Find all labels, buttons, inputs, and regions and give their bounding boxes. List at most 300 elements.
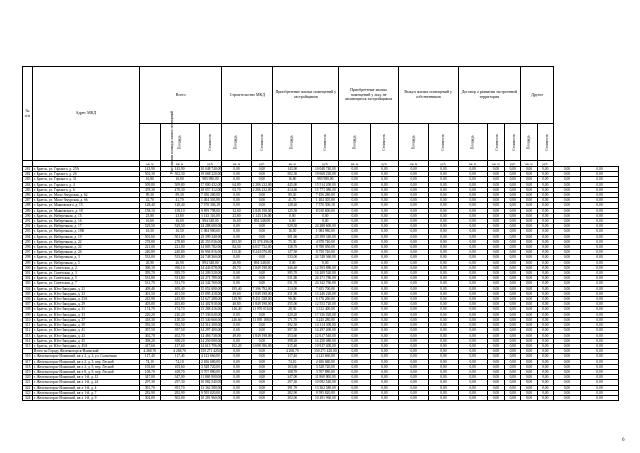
- table-cell: 0,00: [521, 286, 537, 291]
- table-cell: 0,00: [251, 390, 273, 395]
- table-cell: 0,00: [458, 354, 487, 359]
- table-cell: 0,00: [537, 203, 553, 208]
- table-cell: 246,60: [222, 317, 251, 322]
- table-cell: 302,00: [273, 395, 312, 400]
- table-cell: 0,00: [251, 229, 273, 234]
- table-cell: 0,00: [222, 255, 251, 260]
- table-cell: 0,00: [339, 182, 370, 187]
- table-cell: 7 396 792,00: [252, 286, 272, 291]
- table-cell: 0,00: [398, 198, 428, 203]
- table-cell: 0,00: [370, 234, 398, 239]
- table-cell: 0,00: [553, 177, 580, 182]
- table-cell: 41,70: [140, 198, 161, 203]
- table-cell: 0,00: [339, 317, 370, 322]
- table-cell: 0,00: [553, 224, 580, 229]
- sub-header: Стоимость: [505, 124, 521, 161]
- table-cell: 401,50: [140, 291, 161, 296]
- table-cell: 17 800 432,00: [200, 182, 222, 187]
- table-cell: 0,00: [398, 359, 428, 364]
- table-cell: 0,00: [537, 364, 553, 369]
- table-cell: 221,00: [140, 245, 161, 250]
- table-cell: 2 656 680,00: [312, 359, 339, 364]
- unit-cell: руб.: [199, 161, 222, 167]
- table-cell: 0,00: [505, 323, 521, 328]
- table-cell: 0,00: [537, 343, 553, 348]
- table-cell: 894 348,00: [199, 260, 222, 265]
- table-cell: 0,00: [429, 338, 458, 343]
- table-cell: 16,60: [222, 219, 251, 224]
- table-cell: 220,20: [273, 312, 312, 317]
- table-cell: 351,90: [273, 291, 312, 296]
- table-cell: 125,50: [273, 208, 312, 213]
- table-cell: 298: [23, 255, 33, 260]
- table-cell: 0,00: [537, 172, 553, 177]
- table-cell: 0,00: [580, 219, 618, 224]
- table-cell: 0,00: [537, 349, 553, 354]
- table-cell: 0,00: [580, 380, 618, 385]
- table-cell: 278,80: [160, 239, 199, 244]
- table-cell: 478,30: [140, 187, 161, 192]
- table-cell: 0,00: [487, 198, 504, 203]
- table-cell: 4 123 660,00: [312, 354, 339, 359]
- table-cell: 395,70: [140, 271, 161, 276]
- table-cell: 0,00: [251, 281, 273, 286]
- table-cell: 0,00: [339, 265, 370, 270]
- table-cell: 64,80: [222, 182, 251, 187]
- table-cell: 0,00: [339, 193, 370, 198]
- table-cell: 0,00: [487, 234, 504, 239]
- table-cell: 0,00: [505, 271, 521, 276]
- table-cell: 278,80: [140, 239, 161, 244]
- table-cell: 9 859 798,00: [201, 208, 220, 213]
- table-cell: 0,00: [580, 198, 618, 203]
- table-cell: 0,00: [580, 354, 618, 359]
- table-cell: 0,00: [505, 245, 521, 250]
- table-cell: 0,00: [553, 219, 580, 224]
- table-cell: 0,00: [487, 167, 504, 172]
- table-cell: 0,00: [487, 349, 504, 354]
- table-cell: 0,00: [553, 375, 580, 380]
- table-cell: 0,00: [458, 380, 487, 385]
- table-cell: 0,00: [429, 219, 458, 224]
- table-cell: 0,00: [429, 395, 458, 400]
- table-cell: 10 082 540,00: [200, 380, 222, 385]
- table-cell: 533,00: [273, 255, 312, 260]
- table-cell: 0,00: [312, 260, 339, 265]
- table-cell: 0,00: [429, 349, 458, 354]
- table-cell: 0,00: [487, 380, 504, 385]
- table-cell: 0,00: [537, 271, 553, 276]
- table-cell: 16,50: [273, 229, 312, 234]
- table-cell: 0,00: [429, 265, 458, 270]
- table-cell: 0,00: [222, 312, 251, 317]
- table-cell: 0,00: [537, 359, 553, 364]
- table-cell: 0,00: [370, 338, 398, 343]
- table-cell: 0,00: [580, 229, 618, 234]
- table-cell: 392,50: [273, 323, 312, 328]
- table-cell: 0,00: [521, 281, 537, 286]
- table-cell: 0,00: [580, 312, 618, 317]
- sub-header: Стоимость: [487, 124, 504, 161]
- table-cell: 0,00: [458, 312, 487, 317]
- table-cell: 19 668 220,00: [200, 172, 222, 177]
- table-cell: 0,00: [458, 229, 487, 234]
- table-cell: г. Братск, ул. Набережная, д. 18В: [32, 229, 139, 234]
- table-cell: 14 297 400,00: [312, 328, 339, 333]
- table-cell: 0,00: [458, 255, 487, 260]
- table-cell: 0,00: [429, 323, 458, 328]
- table-cell: 0,00: [505, 187, 521, 192]
- table-cell: 0,00: [487, 208, 504, 213]
- table-cell: 127,50: [273, 250, 312, 255]
- table-cell: 11 869 900,00: [312, 375, 339, 380]
- table-cell: 0,00: [580, 297, 618, 302]
- table-cell: 221,00: [160, 245, 199, 250]
- unit-cell: кв. м: [458, 161, 487, 167]
- table-cell: 63,70: [222, 187, 251, 192]
- table-cell: 0,00: [537, 265, 553, 270]
- table-cell: 0,00: [398, 302, 428, 307]
- table-cell: 0,00: [553, 395, 580, 400]
- table-cell: 0,00: [398, 250, 428, 255]
- table-cell: 0,00: [537, 328, 553, 333]
- table-cell: 0,00: [429, 224, 458, 229]
- table-cell: 894 348,00: [251, 219, 273, 224]
- table-cell: 0,00: [370, 213, 398, 218]
- table-cell: 0,00: [339, 312, 370, 317]
- report-sheet: [22, 66, 619, 401]
- table-cell: 0,00: [505, 338, 521, 343]
- table-cell: 0,00: [521, 291, 537, 296]
- table-cell: 0,00: [487, 260, 504, 265]
- table-cell: 0,00: [429, 297, 458, 302]
- table-cell: 14 297 400,00: [200, 328, 222, 333]
- table-cell: 23,80: [140, 213, 161, 218]
- table-cell: 10 048 740,00: [312, 167, 339, 172]
- table-cell: 0,00: [458, 265, 487, 270]
- table-cell: 0,00: [521, 349, 537, 354]
- table-cell: 297,30: [140, 380, 161, 385]
- table-cell: 0,00: [505, 312, 521, 317]
- table-cell: 8 788 050,00: [312, 245, 339, 250]
- table-cell: г. Железногорск-Илимский, кв-л 1-й, д. 9: [32, 395, 139, 400]
- table-cell: 0,00: [370, 369, 398, 374]
- table-cell: 0,00: [580, 224, 618, 229]
- sub-header: Площадь: [273, 124, 312, 161]
- table-cell: 0,00: [580, 187, 618, 192]
- table-cell: 12 593 880,00: [312, 265, 339, 270]
- table-cell: 0,00: [398, 187, 428, 192]
- sub-header: Площадь: [339, 124, 370, 161]
- table-cell: 74,10: [273, 359, 312, 364]
- table-cell: 0,00: [398, 375, 428, 380]
- table-cell: 0,00: [370, 265, 398, 270]
- table-cell: 7 456 280,00: [312, 193, 339, 198]
- table-cell: 102,20: [222, 343, 251, 348]
- table-cell: 0,00: [458, 198, 487, 203]
- table-cell: 0,00: [580, 245, 618, 250]
- table-cell: 0,00: [580, 317, 618, 322]
- table-cell: 306: [23, 297, 33, 302]
- table-cell: 301: [23, 271, 33, 276]
- table-row: [23, 354, 619, 359]
- table-cell: 0,00: [580, 172, 618, 177]
- table-cell: 0,00: [487, 172, 504, 177]
- table-cell: 0,00: [553, 193, 580, 198]
- table-cell: 0,00: [398, 208, 428, 213]
- table-cell: 4 978 740,00: [312, 239, 339, 244]
- table-cell: 0,00: [580, 177, 618, 182]
- table-cell: 531,70: [273, 281, 312, 286]
- table-cell: 24 342 760,00: [312, 281, 339, 286]
- table-cell: 0,00: [537, 276, 553, 281]
- table-cell: 0,00: [222, 198, 251, 203]
- unit-cell: кв. м: [222, 161, 251, 167]
- table-cell: 0,00: [521, 385, 537, 390]
- table-cell: 0,00: [580, 338, 618, 343]
- table-cell: 0,00: [273, 260, 312, 265]
- table-cell: 0,00: [505, 364, 521, 369]
- table-cell: 0,00: [580, 203, 618, 208]
- table-cell: 0,00: [370, 229, 398, 234]
- table-cell: 0,00: [553, 260, 580, 265]
- table-cell: 0,00: [398, 307, 428, 312]
- table-cell: 23,80: [222, 213, 251, 218]
- table-cell: 398,20: [140, 338, 161, 343]
- table-cell: 0,00: [251, 271, 273, 276]
- table-cell: 501,60: [140, 234, 161, 239]
- table-cell: 0,00: [251, 255, 273, 260]
- table-cell: 24 288 600,00: [200, 224, 222, 229]
- sub-header: Стоимость: [312, 124, 339, 161]
- table-cell: 8 750 740,00: [312, 250, 339, 255]
- table-cell: 347,00: [273, 375, 312, 380]
- table-cell: 16,60: [160, 219, 199, 224]
- table-cell: 315,40: [273, 343, 312, 348]
- table-cell: 103,60: [273, 364, 312, 369]
- table-cell: 0,00: [487, 338, 504, 343]
- table-cell: 295: [23, 239, 33, 244]
- table-cell: 292: [23, 224, 33, 229]
- table-cell: 0,00: [521, 250, 537, 255]
- table-cell: 108,70: [160, 369, 199, 374]
- table-cell: 0,00: [458, 328, 487, 333]
- table-cell: 0,00: [580, 328, 618, 333]
- table-cell: 0,00: [537, 390, 553, 395]
- table-cell: 0,00: [553, 297, 580, 302]
- table-cell: 143,90: [273, 167, 312, 172]
- table-cell: 0,00: [251, 172, 273, 177]
- table-cell: 7 655 700,00: [312, 286, 339, 291]
- table-cell: 15 376 296,00: [252, 239, 274, 244]
- table-cell: 0,00: [521, 302, 537, 307]
- table-cell: 0,00: [429, 369, 458, 374]
- table-cell: 0,00: [339, 380, 370, 385]
- table-cell: 0,00: [505, 203, 521, 208]
- table-cell: г. Братск, ул. Советская, д. 2: [32, 265, 139, 270]
- table-cell: 1 084 980,00: [312, 229, 339, 234]
- table-cell: 0,00: [339, 271, 370, 276]
- table-cell: 309: [23, 312, 33, 317]
- table-cell: 14 314 300,00: [312, 323, 339, 328]
- table-cell: 103,60: [140, 364, 161, 369]
- table-cell: 0,00: [505, 369, 521, 374]
- table-cell: 414,60: [273, 187, 312, 192]
- table-cell: 0,00: [487, 369, 504, 374]
- table-cell: 0,00: [553, 208, 580, 213]
- table-cell: 0,00: [458, 172, 487, 177]
- table-cell: 0,00: [222, 193, 251, 198]
- sub-header: Площадь: [458, 124, 487, 161]
- table-cell: 0,00: [521, 369, 537, 374]
- table-cell: 417,60: [140, 343, 161, 348]
- table-cell: 0,00: [537, 193, 553, 198]
- table-cell: 41,70: [273, 198, 312, 203]
- table-cell: г. Братск, ул. Советская, д. 7: [32, 281, 139, 286]
- table-cell: 0,00: [370, 328, 398, 333]
- table-cell: 0,00: [429, 333, 458, 338]
- table-cell: 314: [23, 338, 33, 343]
- table-cell: 347,00: [160, 375, 199, 380]
- table-cell: 0,00: [222, 328, 251, 333]
- table-cell: 283: [23, 177, 33, 182]
- table-cell: г. Железногорск-Илимский, кв-л 1-й, д. 24: [32, 380, 139, 385]
- unit-cell: руб.: [429, 161, 458, 167]
- table-cell: 0,00: [580, 323, 618, 328]
- table-cell: 0,00: [580, 260, 618, 265]
- table-cell: 403,80: [140, 302, 161, 307]
- table-cell: 0,00: [521, 234, 537, 239]
- table-cell: г. Братск, ул. Горького, д. 31: [32, 177, 139, 182]
- table-cell: 0,00: [537, 312, 553, 317]
- table-cell: 0,00: [458, 234, 487, 239]
- table-cell: 0,00: [553, 291, 580, 296]
- table-cell: 0,00: [273, 219, 312, 224]
- table-cell: 17 336 020,00: [200, 312, 222, 317]
- table-cell: 0,00: [339, 203, 370, 208]
- table-cell: 0,00: [398, 213, 428, 218]
- table-cell: 0,00: [553, 307, 580, 312]
- table-cell: 0,00: [458, 213, 487, 218]
- table-cell: 0,00: [429, 343, 458, 348]
- table-cell: 0,00: [458, 297, 487, 302]
- table-cell: 10 281 960,00: [312, 395, 339, 400]
- table-cell: 0,00: [580, 208, 618, 213]
- table-cell: 0,00: [398, 338, 428, 343]
- unit-cell: кв. м: [339, 161, 370, 167]
- table-cell: 312: [23, 328, 33, 333]
- table-cell: г. Братск, ул. Набережная, д. 19: [32, 234, 139, 239]
- table-cell: 0,00: [222, 380, 251, 385]
- table-cell: 0,00: [521, 276, 537, 281]
- table-cell: 11 976 016,00: [252, 307, 274, 312]
- table-cell: 0,00: [370, 390, 398, 395]
- table-cell: 11 095 188,00: [252, 317, 274, 322]
- table-cell: 1 849 198,00: [252, 333, 272, 338]
- table-cell: 0,00: [251, 312, 273, 317]
- table-cell: 0,00: [398, 364, 428, 369]
- table-cell: 0,00: [580, 276, 618, 281]
- table-cell: Итого по Городу Железногорск-Илимский: [32, 349, 139, 354]
- table-cell: 0,00: [521, 395, 537, 400]
- table-cell: 171,70: [273, 317, 312, 322]
- table-cell: 0,00: [429, 255, 458, 260]
- table-cell: 0,00: [505, 234, 521, 239]
- table-cell: 0,00: [505, 255, 521, 260]
- table-cell: 313: [23, 333, 33, 338]
- table-cell: 391,70: [140, 385, 161, 390]
- table-cell: 0,00: [222, 203, 251, 208]
- table-cell: 321: [23, 380, 33, 385]
- table-cell: 355,00: [273, 302, 312, 307]
- table-cell: 14 250 080,00: [312, 338, 339, 343]
- table-cell: 0,00: [487, 177, 504, 182]
- table-cell: 0,00: [505, 385, 521, 390]
- table-cell: 0,00: [398, 203, 428, 208]
- table-cell: 0,00: [521, 333, 537, 338]
- table-cell: 0,00: [222, 229, 251, 234]
- table-cell: 14 402 918,00: [200, 302, 222, 307]
- table-cell: 0,00: [553, 198, 580, 203]
- table-cell: 0,00: [487, 385, 504, 390]
- table-cell: 0,00: [580, 343, 618, 348]
- table-cell: 138,70: [273, 245, 312, 250]
- table-cell: г. Братск, ул. Набережная, д. 16: [32, 219, 139, 224]
- table-cell: 16,60: [140, 219, 161, 224]
- table-cell: 0,00: [222, 385, 251, 390]
- table-cell: 531,80: [140, 276, 161, 281]
- table-cell: 0,00: [370, 286, 398, 291]
- table-cell: 0,00: [487, 245, 504, 250]
- table-cell: 0,00: [505, 328, 521, 333]
- table-cell: 0,00: [553, 239, 580, 244]
- table-cell: 0,00: [429, 354, 458, 359]
- table-cell: 304: [23, 286, 33, 291]
- table-cell: 3 528 720,00: [201, 364, 220, 369]
- table-cell: 0,00: [339, 213, 370, 218]
- table-cell: 0,00: [339, 245, 370, 250]
- table-cell: 533,00: [140, 255, 161, 260]
- table-cell: 0,00: [458, 250, 487, 255]
- table-cell: 0,00: [537, 250, 553, 255]
- table-cell: 0,00: [458, 219, 487, 224]
- table-cell: 0,00: [339, 286, 370, 291]
- table-cell: 0,00: [521, 172, 537, 177]
- table-cell: 10 082 540,00: [312, 380, 339, 385]
- table-cell: 143,90: [160, 167, 199, 172]
- table-cell: 195,40: [222, 286, 251, 291]
- table-cell: 0,00: [458, 364, 487, 369]
- table-cell: 26,90: [222, 260, 251, 265]
- table-cell: 531,80: [160, 276, 199, 281]
- table-cell: 0,00: [553, 167, 580, 172]
- table-cell: 315: [23, 343, 33, 348]
- table-cell: 0,00: [339, 343, 370, 348]
- table-cell: 0,00: [458, 359, 487, 364]
- table-cell: 0,00: [398, 312, 428, 317]
- table-cell: 0,00: [251, 354, 273, 359]
- table-cell: 0,00: [339, 333, 370, 338]
- table-cell: 318: [23, 364, 33, 369]
- table-cell: 0,00: [553, 349, 580, 354]
- table-cell: 0,00: [339, 276, 370, 281]
- table-cell: 0,00: [487, 323, 504, 328]
- table-cell: 0,00: [521, 182, 537, 187]
- sub-header: Площадь: [160, 124, 199, 161]
- table-cell: 0,00: [505, 208, 521, 213]
- table-cell: 0,00: [370, 333, 398, 338]
- table-cell: 0,00: [458, 187, 487, 192]
